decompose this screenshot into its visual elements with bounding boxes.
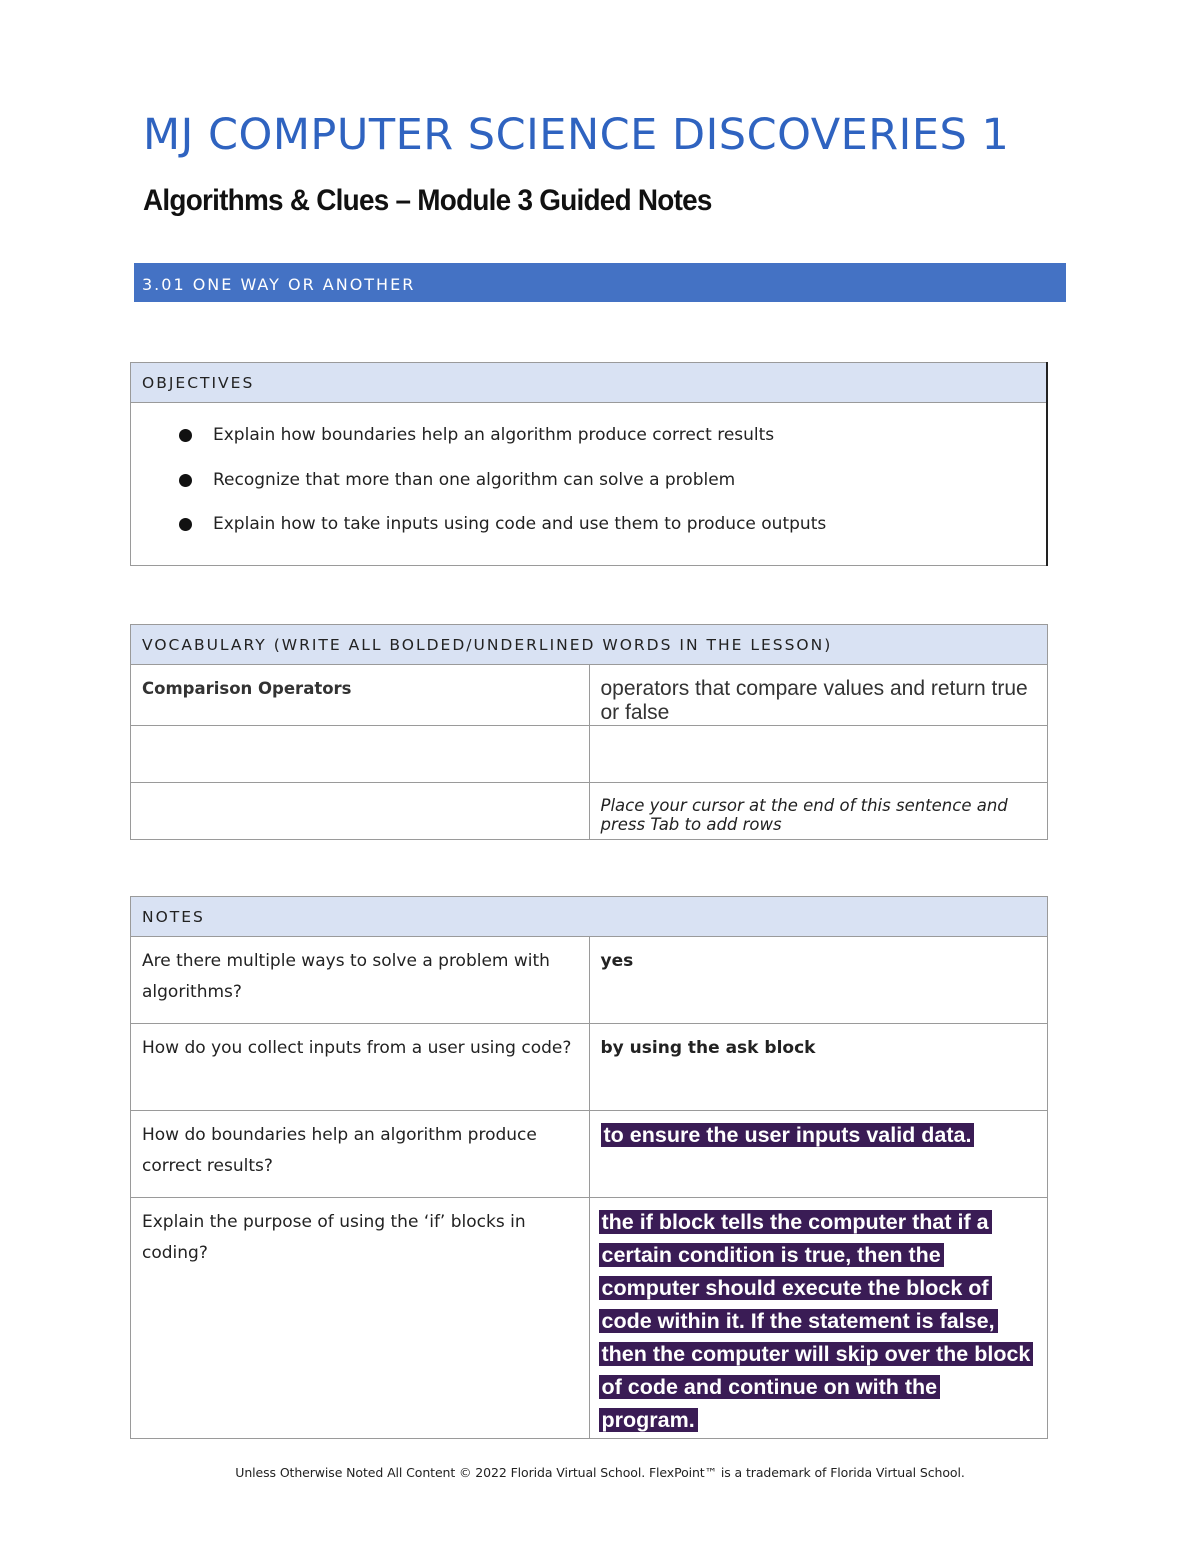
notes-row (131, 1024, 1048, 1111)
vocabulary-row (131, 783, 1048, 840)
objectives-table (130, 362, 1048, 566)
notes-question: Are there multiple ways to solve a problem with algorithms? (131, 937, 590, 1024)
section-heading: 3.01 ONE WAY OR ANOTHER (134, 263, 1066, 302)
bullet-icon (179, 429, 192, 442)
page-footer: Unless Otherwise Noted All Content © 2022 Florida Virtual School. FlexPoint™ is a trademark of Florida Virtual School. (235, 1465, 965, 1480)
vocabulary-definition[interactable] (589, 726, 1048, 783)
objective-item (179, 423, 1046, 468)
bullet-icon (179, 474, 192, 487)
document-title: MJ COMPUTER SCIENCE DISCOVERIES 1 (143, 110, 1010, 160)
objective-text: Explain how to take inputs using code and use them to produce outputs (213, 514, 827, 534)
vocabulary-definition[interactable]: Place your cursor at the end of this sentence and press Tab to add rows (589, 783, 1048, 840)
notes-question: Explain the purpose of using the ‘if’ blocks in coding? (131, 1198, 590, 1439)
vocabulary-row (131, 726, 1048, 783)
vocabulary-term[interactable] (131, 726, 590, 783)
objective-item (179, 512, 1046, 557)
notes-question: How do you collect inputs from a user using code? (131, 1024, 590, 1111)
vocabulary-row (131, 665, 1048, 726)
notes-answer-cell[interactable] (589, 1111, 1048, 1198)
document-subtitle: Algorithms & Clues – Module 3 Guided Notes (143, 184, 712, 217)
highlighted-answer: the if block tells the computer that if a certain condition is true, then the computer should execute the block of code within it. If the statement is false, then the computer will skip over the block of code and continue on with the program. (599, 1210, 1034, 1432)
objective-text: Recognize that more than one algorithm can solve a problem (213, 469, 736, 490)
vocabulary-header: VOCABULARY (WRITE ALL BOLDED/UNDERLINED WORDS IN THE LESSON) (131, 625, 1048, 665)
vocabulary-definition[interactable]: operators that compare values and return true or false (589, 665, 1048, 726)
notes-answer[interactable]: yes (589, 937, 1048, 1024)
notes-row (131, 937, 1048, 1024)
notes-answer[interactable]: by using the ask block (589, 1024, 1048, 1111)
notes-table (130, 896, 1048, 1439)
vocabulary-term[interactable] (131, 783, 590, 840)
notes-question: How do boundaries help an algorithm produce correct results? (131, 1111, 590, 1198)
bullet-icon (179, 518, 192, 531)
vocabulary-table (130, 624, 1048, 840)
highlighted-answer: to ensure the user inputs valid data. (601, 1123, 975, 1147)
notes-row (131, 1198, 1048, 1439)
notes-answer-cell[interactable] (589, 1198, 1048, 1439)
objective-text: Explain how boundaries help an algorithm produce correct results (213, 425, 775, 445)
objective-item (179, 468, 1046, 513)
objectives-list (131, 403, 1048, 566)
objectives-header: OBJECTIVES (131, 363, 1048, 403)
notes-row (131, 1111, 1048, 1198)
vocabulary-term[interactable]: Comparison Operators (131, 665, 590, 726)
notes-header: NOTES (131, 897, 1048, 937)
